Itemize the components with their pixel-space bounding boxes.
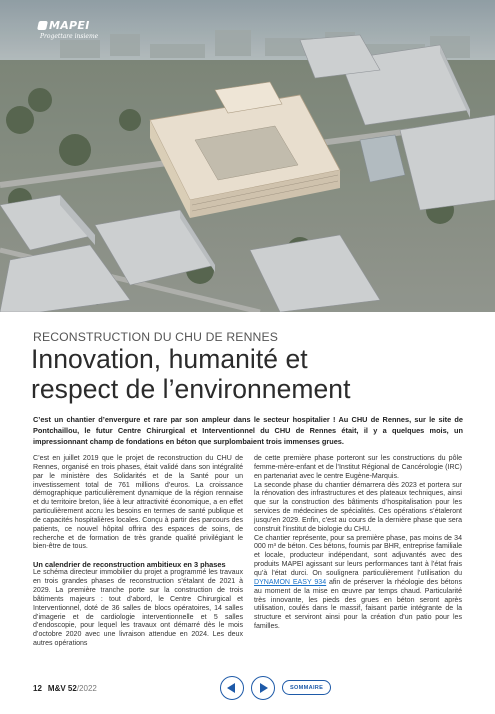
paragraph: C’est en juillet 2019 que le projet de reconstruction du CHU de Rennes, organisé en trois phases, était validé dans son intégralité par le ministère des Solidarités et de la Santé pour un investissement total de 761 millions d’euros. La croissance démographique particulièrement dynamique de la région rennaise et du territoire breton, liée à leur attractivité économique, a en effet particulièrement accru les besoins en termes de santé publique et de capacités hospitalières locales. Conçu à partir des parcours des patients, ce nouvel hôpital offrira des espaces de soins, de recherche et de formation de très grande qualité privilégiant le bien-être de tous. [33, 455, 243, 551]
article-column-left [33, 455, 243, 649]
paragraph: La seconde phase du chantier démarrera dès 2023 et portera sur la rénovation des infrastructures et des plateaux techniques, ainsi que sur la construction des bâtiments d’hospitalisation pour les services de médecines de spécialités. Ces opérations s’étaleront jusqu’en 2029. Enfin, c’est au cours de la dernière phase que sera construit l’institut de biologie du CHU. [254, 481, 462, 533]
previous-page-button[interactable] [220, 676, 244, 700]
paragraph-text: afin de préserver la rhéologie des bétons au moment de la mise en œuvre par temps chaud. Particularité très innovante, les pieds des grues en béton seront après utilisation, coulés dans le massif, faisant partie intégrante de la structure et serviront ainsi pour la création d’un patio pour les familles. [254, 578, 462, 631]
brand-tagline: Progettare insieme [40, 33, 99, 40]
article-column-right [254, 455, 462, 632]
folio [33, 684, 97, 693]
article-title-line-2: respect de l’environnement [31, 374, 351, 404]
paragraph: Le schéma directeur immobilier du projet a programmé les travaux en trois grandes phases de reconstruction s’étalant de 2021 à 2029. La première tranche porte sur la construction de trois bâtiments majeurs : tout d’abord, le Centre Chirurgical et Interventionnel, doté de 36 salles de blocs opératoires, 14 salles d’imagerie et de cardiologie interventionnelle et 5 salles d’endoscopie, pour lequel les travaux ont démarré dès le mois d’octobre 2020 avec une livraison attendue en 2024. Les deux autres opérations [33, 569, 243, 648]
mapei-brand [38, 19, 148, 45]
paragraph: de cette première phase porteront sur les constructions du pôle femme-mère-enfant et de l’Institut Régional de Cancérologie (IRC) en partenariat avec le centre Eugène-Marquis. [254, 455, 462, 480]
page-number: 12 [33, 684, 42, 693]
paragraph-text: Ce chantier représente, pour sa première phase, pas moins de 34 000 m³ de béton. Ces bétons, fournis par BHR, entreprise familiale et locale, producteur indépendant, sont adjuvantés avec des produits MAPEI agissant sur leurs performances tant à l’état frais qu’à l’état durci. On soulignera particulièrement l’utilisation du [254, 534, 462, 577]
article-title [31, 344, 350, 404]
paragraph [254, 535, 462, 632]
magazine-name: M&V [47, 684, 66, 693]
mapei-logo: MAPEI [38, 19, 90, 32]
article-lead: C’est un chantier d’envergure et rare par son ampleur dans le secteur hospitalier ! Au CHU de Rennes, sur le site de Pontchaillou, le futur Centre Chirurgical et Interventionnel du CHU de Rennes était, il y a quelques mois, un impressionnant champ de fondations en béton que surplombaient trois immenses grues. [33, 415, 463, 446]
issue-number: 52 [67, 684, 77, 693]
hero-aerial-rendering [0, 0, 495, 312]
article-kicker: RECONSTRUCTION DU CHU DE RENNES [33, 330, 279, 344]
sommaire-button[interactable]: SOMMAIRE [282, 680, 331, 695]
play-left-icon [227, 683, 235, 693]
next-page-button[interactable] [251, 676, 275, 700]
issue-year: /2022 [76, 684, 97, 693]
play-right-icon [260, 683, 268, 693]
aerial-city-illustration [0, 0, 495, 312]
article-title-line-1: Innovation, humanité et [31, 344, 308, 374]
product-link-dynamon[interactable]: DYNAMON EASY 934 [254, 578, 327, 586]
page-footer [0, 676, 495, 704]
section-heading: Un calendrier de reconstruction ambitieux en 3 phases [33, 560, 226, 570]
